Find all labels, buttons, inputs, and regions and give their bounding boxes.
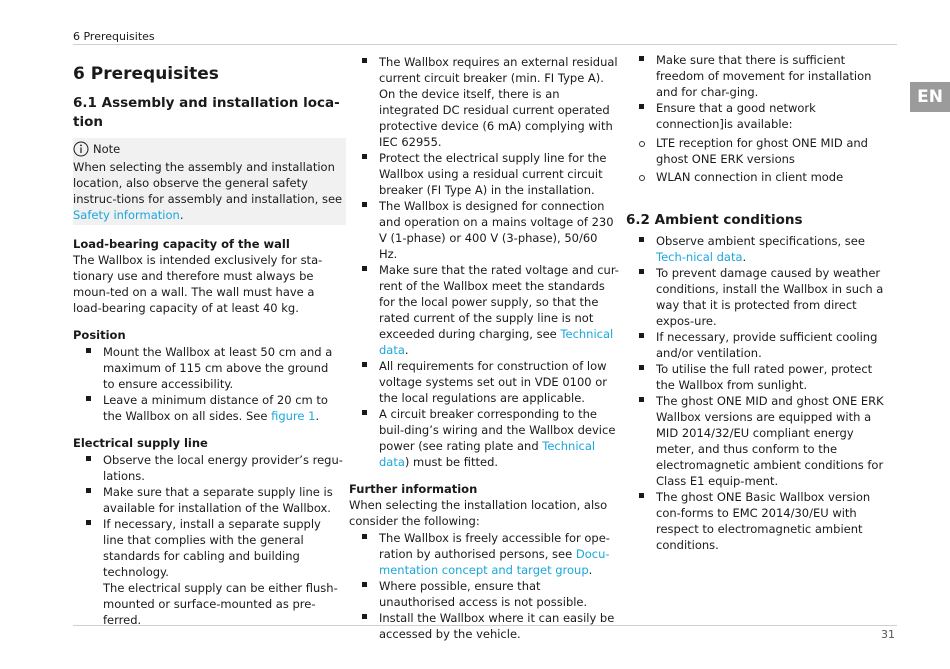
column-3 [626, 51, 894, 553]
further-heading: Further information [349, 482, 478, 496]
supply-heading: Electrical supply line [73, 436, 208, 450]
list-item: Make sure that a separate supply line is available for installation of the Wallbox. [103, 484, 343, 516]
ambient-list [626, 233, 894, 553]
list-item: The Wallbox requires an external residual current circuit breaker (min. FI Type A). On the device itself, there is an integrated DC residual current operated protective device (6 mA) complying with IEC 62955. [379, 55, 618, 149]
list-item: All requirements for construction of low voltage systems set out in VDE 0100 or the local regulations are applicable. [379, 358, 619, 406]
language-tab: EN [910, 82, 950, 112]
figure-1-link[interactable]: figure 1 [271, 409, 316, 423]
list-item [379, 530, 619, 578]
column-1 [73, 63, 343, 628]
documentation-concept-link[interactable]: Docu-mentation concept and target group [379, 547, 610, 577]
list-item-text: Leave a minimum distance of 20 cm to the Wallbox on all sides. See [103, 393, 328, 423]
list-item [379, 406, 619, 470]
list-item: Make sure that there is sufficient freedom of movement for installation and for char-ging. [656, 52, 894, 100]
page-number: 31 [881, 628, 895, 641]
technical-data-link[interactable]: Tech-nical data [656, 250, 743, 264]
sub-list-item: WLAN connection in client mode [656, 169, 894, 185]
list-item-end: ) must be fitted. [404, 455, 499, 469]
note-text [73, 159, 346, 223]
list-item [656, 233, 894, 265]
list-item: Ensure that a good network connection]is available: [656, 100, 894, 132]
network-sublist [626, 135, 894, 185]
position-list [73, 344, 343, 424]
list-item-end: . [315, 409, 320, 423]
list-item-text: Make sure that the rated voltage and cur-rent of the Wallbox meet the standards for the local power supply, so that the rated current of the supply line is not exceeded during charging, see [379, 263, 619, 341]
list-item-continuation: The electrical supply can be either flush-mounted or surface-mounted as pre-ferred. [103, 581, 338, 627]
load-heading: Load-bearing capacity of the wall [73, 237, 290, 251]
requirements-list [349, 54, 619, 470]
header-rule [73, 44, 897, 45]
list-item: Protect the electrical supply line for the Wallbox using a residual current circuit breaker (FI Type A) in the installation. [379, 150, 619, 198]
list-item: Mount the Wallbox at least 50 cm and a maximum of 115 cm above the ground to ensure accessibility. [103, 344, 343, 392]
list-item-end: . [404, 343, 409, 357]
list-item [379, 262, 619, 358]
running-header: 6 Prerequisites [73, 30, 155, 43]
position-heading: Position [73, 328, 126, 342]
list-item-end: . [588, 563, 593, 577]
list-item-text: Observe ambient specifications, see [656, 234, 865, 248]
list-item: To prevent damage caused by weather conditions, install the Wallbox in such a way that it is protected from direct expos-ure. [656, 265, 894, 329]
list-item: Install the Wallbox where it can easily be accessed by the vehicle. [379, 610, 619, 642]
chapter-title: 6 Prerequisites [73, 64, 219, 84]
sub-list-item: LTE reception for ghost ONE MID and ghost ONE ERK versions [656, 135, 894, 167]
further-text: When selecting the installation location, also consider the following: [349, 498, 608, 528]
technical-data-link[interactable]: Technical data [379, 327, 614, 357]
list-item [103, 516, 343, 628]
list-item: The Wallbox is designed for connection and operation on a mains voltage of 230 V (1-phase) or 400 V (3-phase), 50/60 Hz. [379, 198, 619, 262]
list-item: To utilise the full rated power, protect the Wallbox from sunlight. [656, 361, 894, 393]
note-body: When selecting the assembly and installation location, also observe the general safety instruc-tions for assembly and installation, see [73, 160, 343, 206]
note-box [73, 138, 346, 225]
supply-list [73, 452, 343, 628]
list-item-text: A circuit breaker corresponding to the buil-ding’s wiring and the Wallbox device power (see rating plate and [379, 407, 616, 453]
list-item-end: . [742, 250, 747, 264]
list-item-text: If necessary, install a separate supply line that complies with the general standards for cabling and building technology. [103, 517, 321, 579]
technical-data-link[interactable]: Technical data [379, 439, 596, 469]
list-item: Observe the local energy provider’s regu-lations. [103, 453, 343, 483]
list-item: The ghost ONE Basic Wallbox version con-forms to EMC 2014/30/EU with respect to electromagnetic ambient conditions. [656, 489, 894, 553]
ambient-heading: 6.2 Ambient conditions [626, 212, 803, 228]
note-label: Note [93, 142, 121, 156]
installation-list [626, 52, 894, 132]
footer-rule [73, 625, 897, 626]
info-icon [73, 141, 89, 157]
list-item: Where possible, ensure that unauthorised access is not possible. [379, 578, 619, 610]
section-title: 6.1 Assembly and installation loca-tion [73, 95, 340, 130]
safety-information-link[interactable]: Safety information [73, 208, 180, 222]
list-item: The ghost ONE MID and ghost ONE ERK Wallbox versions are equipped with a MID 2014/32/EU compliant energy meter, and thus conform to the electromagnetic ambient conditions for Class E1 equip-ment. [656, 393, 894, 489]
list-item [103, 392, 343, 424]
list-item: If necessary, provide sufficient cooling and/or ventilation. [656, 329, 894, 361]
list-item-text: The Wallbox is freely accessible for ope-ration by authorised persons, see [379, 531, 610, 561]
note-end: . [179, 208, 184, 222]
column-2 [349, 53, 619, 642]
load-text: The Wallbox is intended exclusively for sta-tionary use and therefore must always be moun-ted on a wall. The wall must have a load-bearing capacity of at least 40 kg. [73, 253, 323, 315]
